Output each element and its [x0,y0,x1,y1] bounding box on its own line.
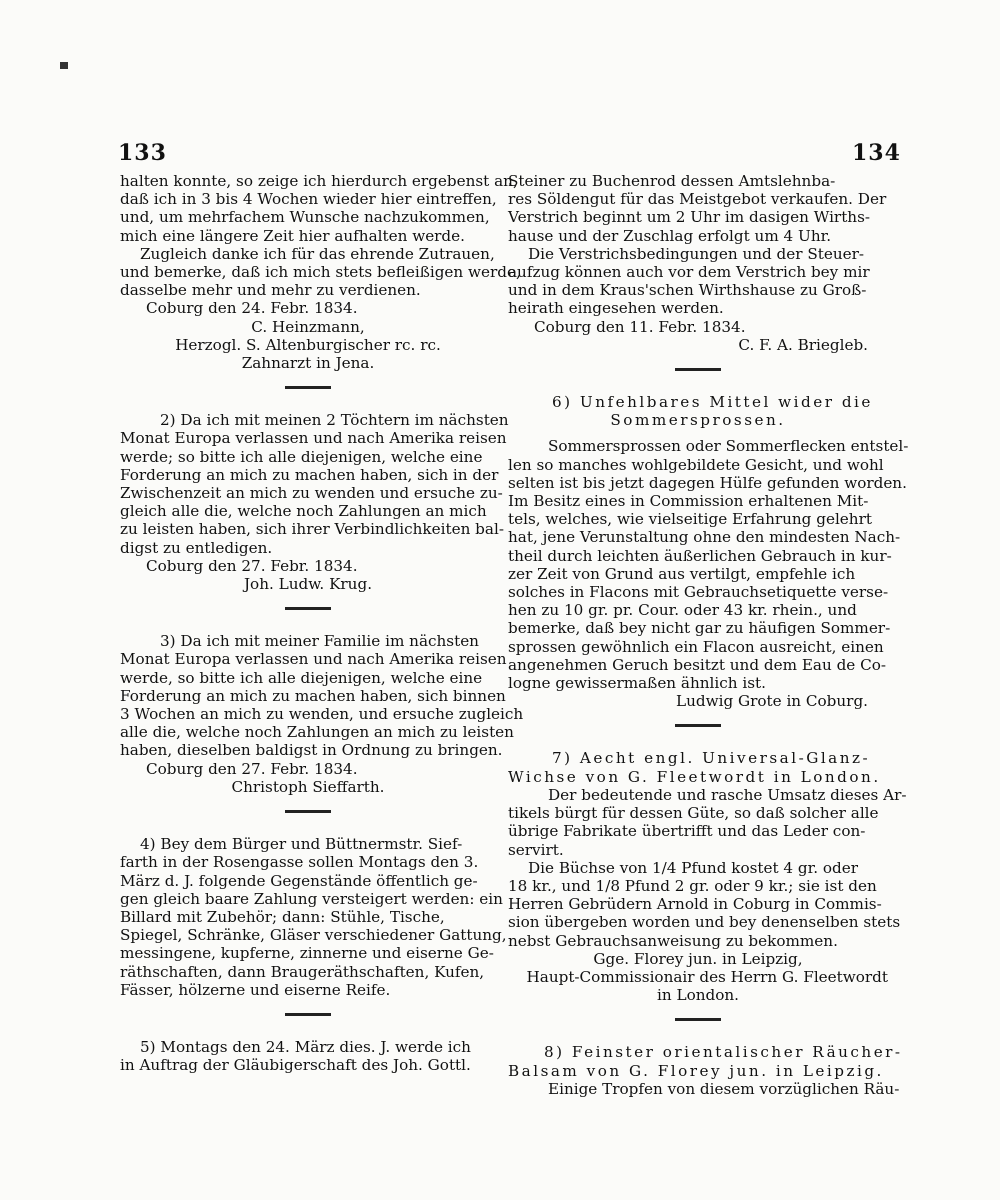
text-line: halten konnte, so zeige ich hierdurch ergebenst an, [120,172,518,190]
text-line: Zwischenzeit an mich zu wenden und ersuche zu- [120,484,503,503]
text-line: 2) Da ich mit meinen 2 Töchtern im nächsten [160,411,509,430]
text-line: 4) Bey dem Bürger und Büttnermstr. Sief- [140,835,463,854]
text-line: 5) Montags den 24. März dies. J. werde ich [140,1037,471,1056]
text-line: hause und der Zuschlag erfolgt um 4 Uhr. [508,226,832,245]
dateline: Coburg den 27. Febr. 1834. [146,556,358,575]
notice-5 [120,1038,496,1074]
text-line: Sommersprossen oder Sommerflecken entstel- [548,437,909,456]
text-line: tikels bürgt für dessen Güte, so daß solcher alle [508,804,879,823]
text-line: Billard mit Zubehör; dann: Stühle, Tische, [120,907,445,926]
signature-name: C. F. A. Briegleb. [738,335,868,354]
text-line: Der bedeutende und rasche Umsatz dieses Ar- [548,785,907,804]
text-line: heirath eingesehen werden. [508,299,724,318]
text-line: sion übergeben worden und bey denenselben stets [508,913,901,932]
notice-8 [508,1079,900,1098]
notice-4 [120,835,507,999]
heading-line: Wichse von G. Fleetwordt in London. [508,767,881,786]
heading-line: Balsam von G. Florey jun. in Leipzig. [508,1061,884,1080]
intro-paragraph [508,172,888,245]
text-line: Im Besitz eines in Commission erhaltenen Mit- [508,492,869,511]
signature-title: Haupt-Commissionair des Herrn G. Fleetwordt [526,967,888,986]
section-divider [285,386,331,389]
text-line: len so manches wohlgebildete Gesicht, und wohl [508,455,884,474]
text-line: sprossen gewöhnlich ein Flacon ausreicht, einen [508,637,884,656]
text-line: 3 Wochen an mich zu wenden, und ersuche zugleich [120,705,524,724]
text-line: 18 kr., und 1/8 Pfund 2 gr. oder 9 kr.; sie ist den [508,876,877,895]
text-line: digst zu entledigen. [120,538,273,557]
left-column [120,172,524,1075]
text-line: Monat Europa verlassen und nach Amerika reisen [120,429,507,448]
text-line: hen zu 10 gr. pr. Cour. oder 43 kr. rhein., und [508,601,857,620]
text-line: und, um mehrfachem Wunsche nachzukommen, [120,208,490,227]
section-divider [285,810,331,813]
text-line: bemerke, daß bey nicht gar zu häufigen Sommer- [508,619,891,638]
text-line: März d. J. folgende Gegenstände öffentlich ge- [120,871,478,890]
text-line: gleich alle die, welche noch Zahlungen an mich [120,502,487,521]
heading-line: 8) Feinster orientalischer Räucher- [544,1043,903,1062]
dateline: Coburg den 27. Febr. 1834. [146,759,358,778]
intro-paragraph [120,172,518,245]
text-line: in Auftrag der Gläubigerschaft des Joh. Gottl. [120,1056,471,1075]
text-line: mich eine längere Zeit hier aufhalten werde. [120,226,465,245]
text-line: daß ich in 3 bis 4 Wochen wieder hier eintreffen, [120,190,497,209]
section-divider [675,724,721,727]
text-line: angenehmen Geruch besitzt und dem Eau de Co- [508,655,887,674]
thanks-paragraph [120,244,521,300]
text-line: logne gewissermaßen ähnlich ist. [508,674,766,693]
page-number-left: 133 [118,140,167,166]
text-line: Die Verstrichsbedingungen und der Steuer- [528,244,865,263]
text-line: theil durch leichten äußerlichen Gebrauch in kur- [508,546,892,565]
text-line: werde; so bitte ich alle diejenigen, welche eine [120,447,483,466]
text-line: Monat Europa verlassen und nach Amerika reisen [120,650,507,669]
text-line: und bemerke, daß ich mich stets befleißigen werde, [120,263,521,282]
signature-place: Zahnarzt in Jena. [241,354,375,373]
text-line: Zugleich danke ich für das ehrende Zutrauen, [140,244,495,263]
page-number-right: 134 [852,140,901,166]
text-line: Spiegel, Schränke, Gläser verschiedener Gattung, [120,926,507,945]
text-line: hat, jene Verunstaltung ohne den mindesten Nach- [508,528,901,547]
text-line: solches in Flacons mit Gebrauchsetiquette verse- [508,583,889,602]
heading-line: 7) Aecht engl. Universal-Glanz- [552,749,871,768]
heading-line: 6) Unfehlbares Mittel wider die [552,393,873,412]
section-divider [675,1018,721,1021]
signature-name: Joh. Ludw. Krug. [243,575,373,594]
text-line: haben, dieselben baldigst in Ordnung zu bringen. [120,741,503,760]
signature-name: Gge. Florey jun. in Leipzig, [593,949,803,968]
dateline: Coburg den 24. Febr. 1834. [146,299,358,318]
text-line: alle die, welche noch Zahlungen an mich zu leisten [120,723,514,742]
text-line: Forderung an mich zu machen haben, sich in der [120,465,499,484]
text-line: dasselbe mehr und mehr zu verdienen. [120,281,421,300]
scan-mark [60,62,68,69]
text-line: nebst Gebrauchsanweisung zu bekommen. [508,931,838,950]
text-line: zu leisten haben, sich ihrer Verbindlichkeiten bal- [120,520,504,539]
text-line: Fässer, hölzerne und eiserne Reife. [120,980,391,999]
notice-6-heading [508,393,888,429]
notice-6 [508,437,909,693]
text-line: räthschaften, dann Braugeräthschaften, Kufen, [120,962,485,981]
notice-7-heading [508,749,888,785]
section-divider [285,1013,331,1016]
right-column [508,172,909,1098]
text-line: werde, so bitte ich alle diejenigen, welche eine [120,668,483,687]
text-line: Die Büchse von 1/4 Pfund kostet 4 gr. oder [528,858,858,877]
notice-3 [120,632,524,760]
notice-7 [508,785,907,859]
text-line: aufzug können auch vor dem Verstrich bey mir [508,263,870,282]
text-line: messingene, kupferne, zinnerne und eiserne Ge- [120,944,494,963]
text-line: Verstrich beginnt um 2 Uhr im dasigen Wirths- [508,208,871,227]
text-line: servirt. [508,840,564,859]
signature-title: Herzogl. S. Altenburgischer rc. rc. [175,335,441,354]
conditions-paragraph [508,245,888,318]
signature-place: in London. [657,986,739,1005]
heading-line: Sommersprossen. [610,411,786,430]
signature-name: Christoph Sieffarth. [231,777,385,796]
text-line: Steiner zu Buchenrod dessen Amtslehnba- [508,172,836,190]
text-line: gen gleich baare Zahlung versteigert werden: ein [120,889,503,908]
text-line: zer Zeit von Grund aus vertilgt, empfehle ich [508,564,856,583]
notice-8-heading [508,1043,903,1080]
text-line: übrige Fabrikate übertrifft und das Leder con- [508,822,866,841]
text-line: selten ist bis jetzt dagegen Hülfe gefunden worden. [508,473,907,492]
text-line: tels, welches, wie vielseitige Erfahrung gelehrt [508,510,872,529]
text-line: Einige Tropfen von diesem vorzüglichen Räu- [548,1079,900,1098]
text-line: res Söldengut für das Meistgebot verkaufen. Der [508,190,887,209]
section-divider [675,368,721,371]
text-line: farth in der Rosengasse sollen Montags den 3. [120,853,479,872]
signature-name: C. Heinzmann, [251,317,365,336]
signature-name: Ludwig Grote in Coburg. [676,692,868,711]
text-line: und in dem Kraus'schen Wirthshause zu Groß- [508,281,867,300]
dateline: Coburg den 11. Febr. 1834. [534,317,746,336]
notice-7-price [508,858,901,950]
notice-2 [120,411,509,557]
section-divider [285,607,331,610]
text-line: Herren Gebrüdern Arnold in Coburg in Commis- [508,895,882,914]
text-line: 3) Da ich mit meiner Familie im nächsten [160,632,479,651]
text-line: Forderung an mich zu machen haben, sich binnen [120,686,506,705]
